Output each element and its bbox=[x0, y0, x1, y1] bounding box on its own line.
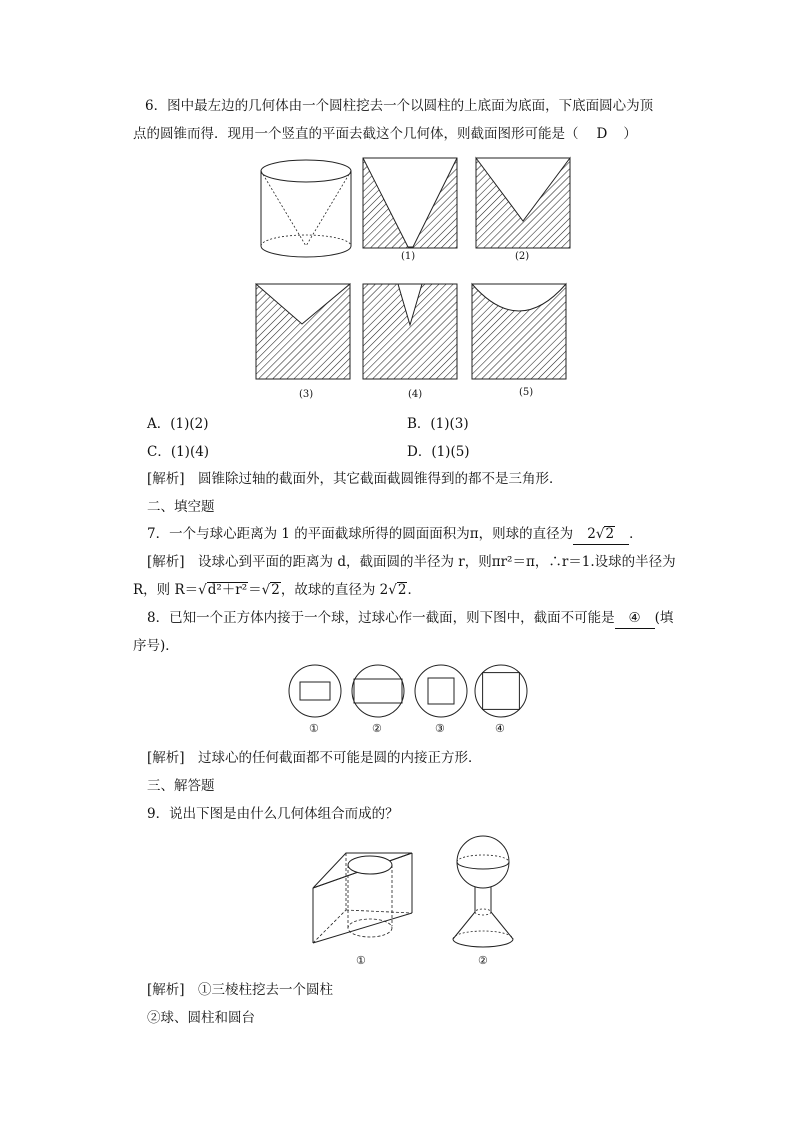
q7-a2-pre: R，则 R＝ bbox=[133, 582, 199, 598]
q7-analysis-line2: R，则 R＝√d²＋r²＝√2，故球的直径为 2√2． bbox=[133, 582, 421, 598]
q6-line2-text: 点的圆锥而得．现用一个竖直的平面去截这个几何体，则截面图形可能是（ bbox=[133, 126, 579, 142]
q9-analysis-line2: ②球、圆柱和圆台 bbox=[147, 1010, 255, 1026]
circle-figure-1 bbox=[288, 664, 344, 720]
q7-text: 7．一个与球心距离为 1 的平面截球所得的圆面面积为π，则球的直径为 bbox=[147, 526, 574, 542]
q6-analysis: [解析] 圆锥除过轴的截面外，其它截面截圆锥得到的都不是三角形． bbox=[147, 471, 563, 487]
q7-a2-radicand2: 2 bbox=[271, 582, 280, 598]
q6-line2 bbox=[133, 124, 637, 144]
q7-answer-radicand: 2 bbox=[605, 526, 615, 542]
circle-figure-4 bbox=[474, 664, 530, 720]
fig-label-1: (1) bbox=[401, 251, 416, 262]
section-figure-4 bbox=[362, 283, 458, 380]
q7-a2-mid: ＝ bbox=[248, 582, 262, 598]
q9-label-2: ② bbox=[478, 954, 488, 967]
sphere-cylinder-frustum-figure bbox=[450, 834, 520, 952]
option-b: B．(1)(3) bbox=[407, 416, 469, 432]
option-c: C．(1)(4) bbox=[147, 444, 210, 460]
circle-figure-2 bbox=[351, 664, 407, 720]
q7-end: ． bbox=[629, 526, 643, 542]
fig-label-4: (4) bbox=[408, 389, 423, 400]
cylinder-cone-figure bbox=[258, 156, 358, 261]
q8-line2: 序号)． bbox=[133, 638, 179, 654]
q6-line1: 6．图中最左边的几何体由一个圆柱挖去一个以圆柱的上底面为底面，下底面圆心为顶 bbox=[145, 98, 654, 114]
circle-label-1: ① bbox=[309, 722, 319, 735]
q7-analysis-line1: [解析] 设球心到平面的距离为 d，截面圆的半径为 r，则πr²＝π，∴r＝1.设球的半径为 bbox=[147, 554, 676, 570]
q8-analysis: [解析] 过球心的任何截面都不可能是圆的内接正方形． bbox=[147, 750, 482, 766]
circle-label-2: ② bbox=[372, 722, 382, 735]
q9-analysis-line1: [解析] ①三棱柱挖去一个圆柱 bbox=[147, 982, 334, 998]
circle-label-4: ④ bbox=[495, 722, 505, 735]
q8-line1 bbox=[147, 608, 673, 629]
q9-text: 9．说出下图是由什么几何体组合而成的？ bbox=[147, 806, 399, 822]
section-figure-2 bbox=[475, 157, 571, 249]
q7-a2-radicand3: 2 bbox=[397, 582, 407, 598]
q7-line bbox=[147, 524, 643, 545]
q9-label-1: ① bbox=[356, 954, 366, 967]
fig-label-2: (2) bbox=[515, 251, 530, 262]
section-figure-1 bbox=[362, 157, 458, 249]
q7-answer-blank: 2√2 bbox=[573, 524, 629, 545]
q7-a2-post: ，故球的直径为 2 bbox=[280, 582, 389, 598]
option-a: A．(1)(2) bbox=[147, 416, 209, 432]
q8-line1-end: (填 bbox=[654, 610, 674, 626]
fig-label-5: (5) bbox=[519, 387, 534, 398]
section-figure-3 bbox=[255, 283, 351, 380]
section-fill-in: 二、填空题 bbox=[147, 499, 215, 515]
q7-a2-end: ． bbox=[407, 582, 421, 598]
q6-close: ） bbox=[623, 126, 637, 142]
q6-answer: D bbox=[596, 126, 608, 142]
q8-answer-blank: ④ bbox=[615, 608, 655, 629]
prism-figure bbox=[310, 838, 420, 948]
q7-a2-radicand: d²＋r² bbox=[207, 582, 248, 598]
circle-label-3: ③ bbox=[435, 722, 445, 735]
section-figure-5 bbox=[471, 283, 567, 380]
section-solve: 三、解答题 bbox=[147, 778, 215, 794]
option-d: D．(1)(5) bbox=[407, 444, 470, 460]
q7-answer-coef: 2 bbox=[587, 526, 596, 542]
fig-label-3: (3) bbox=[299, 389, 314, 400]
q8-text: 8．已知一个正方体内接于一个球，过球心作一截面，则下图中，截面不可能是 bbox=[147, 610, 615, 626]
circle-figure-3 bbox=[414, 664, 470, 720]
